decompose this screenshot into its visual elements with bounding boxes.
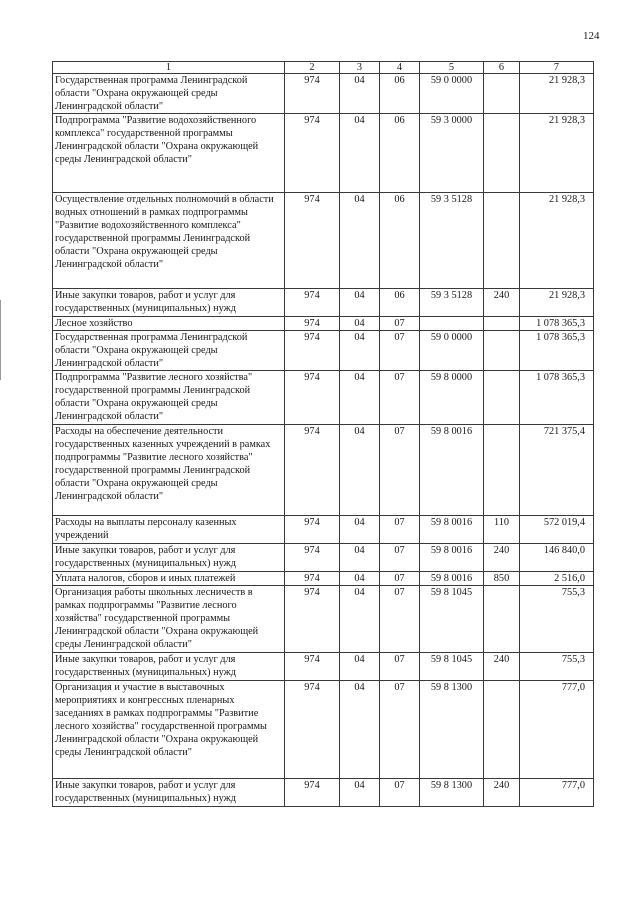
column-header-1: 1: [53, 62, 285, 74]
subsection-cell: 07: [380, 516, 420, 544]
amount-cell: 1 078 365,3: [520, 371, 594, 425]
amount-cell: 755,3: [520, 586, 594, 653]
column-header-2: 2: [285, 62, 340, 74]
section-cell: 04: [340, 425, 380, 516]
row-name-cell: Осуществление отдельных полномочий в области водных отношений в рамках подпрограммы "Развитие водохозяйственного комплекса" государственной программы Ленинградской области "Охрана окружающей среды Ленинградской области": [53, 193, 285, 289]
row-name-cell: Расходы на обеспечение деятельности государственных казенных учреждений в рамках подпрограммы "Развитие лесного хозяйства" государственной программы Ленинградской области "Охрана окружающей среды Ленинградской области": [53, 425, 285, 516]
target-article-cell: 59 3 5128: [420, 289, 484, 317]
table-row: [53, 779, 594, 807]
row-name-cell: Организация и участие в выставочных мероприятиях и конгрессных пленарных заседаниях в рамках подпрограммы "Развитие лесного хозяйства" государственной программы Ленинградской области "Охрана окружающей среды Ленинградской области": [53, 681, 285, 779]
subsection-cell: 06: [380, 114, 420, 193]
expense-type-cell: [484, 371, 520, 425]
section-cell: 04: [340, 114, 380, 193]
table-row: [53, 681, 594, 779]
section-cell: 04: [340, 681, 380, 779]
admin-code-cell: 974: [285, 425, 340, 516]
expense-type-cell: [484, 114, 520, 193]
expense-type-cell: [484, 681, 520, 779]
target-article-cell: 59 0 0000: [420, 74, 484, 114]
row-name-cell: Расходы на выплаты персоналу казенных учреждений: [53, 516, 285, 544]
expense-type-cell: 850: [484, 572, 520, 586]
amount-cell: 755,3: [520, 653, 594, 681]
subsection-cell: 07: [380, 572, 420, 586]
subsection-cell: 07: [380, 317, 420, 331]
target-article-cell: 59 8 0000: [420, 371, 484, 425]
budget-table: [52, 61, 594, 807]
admin-code-cell: 974: [285, 653, 340, 681]
table-body: [53, 74, 594, 807]
row-name-cell: Государственная программа Ленинградской области "Охрана окружающей среды Ленинградской области": [53, 331, 285, 371]
section-cell: 04: [340, 653, 380, 681]
amount-cell: 21 928,3: [520, 289, 594, 317]
amount-cell: 721 375,4: [520, 425, 594, 516]
target-article-cell: [420, 317, 484, 331]
table-row: [53, 544, 594, 572]
scan-edge-line: [0, 300, 1, 380]
subsection-cell: 06: [380, 74, 420, 114]
section-cell: 04: [340, 371, 380, 425]
row-name-cell: Иные закупки товаров, работ и услуг для государственных (муниципальных) нужд: [53, 289, 285, 317]
expense-type-cell: 240: [484, 653, 520, 681]
row-name-cell: Иные закупки товаров, работ и услуг для государственных (муниципальных) нужд: [53, 544, 285, 572]
amount-cell: 146 840,0: [520, 544, 594, 572]
admin-code-cell: 974: [285, 586, 340, 653]
subsection-cell: 06: [380, 289, 420, 317]
amount-cell: 572 019,4: [520, 516, 594, 544]
expense-type-cell: 240: [484, 779, 520, 807]
target-article-cell: 59 0 0000: [420, 331, 484, 371]
subsection-cell: 07: [380, 586, 420, 653]
subsection-cell: 06: [380, 193, 420, 289]
admin-code-cell: 974: [285, 289, 340, 317]
expense-type-cell: [484, 425, 520, 516]
table-row: [53, 289, 594, 317]
table-row: [53, 317, 594, 331]
expense-type-cell: [484, 74, 520, 114]
row-name-cell: Иные закупки товаров, работ и услуг для государственных (муниципальных) нужд: [53, 653, 285, 681]
admin-code-cell: 974: [285, 544, 340, 572]
admin-code-cell: 974: [285, 371, 340, 425]
table-row: [53, 114, 594, 193]
admin-code-cell: 974: [285, 572, 340, 586]
admin-code-cell: 974: [285, 516, 340, 544]
column-header-6: 6: [484, 62, 520, 74]
amount-cell: 1 078 365,3: [520, 331, 594, 371]
table-row: [53, 193, 594, 289]
section-cell: 04: [340, 331, 380, 371]
section-cell: 04: [340, 586, 380, 653]
subsection-cell: 07: [380, 681, 420, 779]
expense-type-cell: [484, 193, 520, 289]
table-row: [53, 74, 594, 114]
column-header-7: 7: [520, 62, 594, 74]
target-article-cell: 59 8 0016: [420, 544, 484, 572]
expense-type-cell: 240: [484, 289, 520, 317]
amount-cell: 21 928,3: [520, 114, 594, 193]
table-row: [53, 516, 594, 544]
target-article-cell: 59 8 1300: [420, 681, 484, 779]
subsection-cell: 07: [380, 779, 420, 807]
subsection-cell: 07: [380, 425, 420, 516]
section-cell: 04: [340, 74, 380, 114]
section-cell: 04: [340, 544, 380, 572]
target-article-cell: 59 8 1045: [420, 586, 484, 653]
amount-cell: 21 928,3: [520, 74, 594, 114]
target-article-cell: 59 8 1300: [420, 779, 484, 807]
subsection-cell: 07: [380, 544, 420, 572]
amount-cell: 777,0: [520, 681, 594, 779]
section-cell: 04: [340, 779, 380, 807]
row-name-cell: Подпрограмма "Развитие водохозяйственного комплекса" государственной программы Ленинградской области "Охрана окружающей среды Ленинградской области": [53, 114, 285, 193]
admin-code-cell: 974: [285, 74, 340, 114]
expense-type-cell: 110: [484, 516, 520, 544]
amount-cell: 21 928,3: [520, 193, 594, 289]
amount-cell: 1 078 365,3: [520, 317, 594, 331]
target-article-cell: 59 8 0016: [420, 572, 484, 586]
amount-cell: 2 516,0: [520, 572, 594, 586]
subsection-cell: 07: [380, 653, 420, 681]
section-cell: 04: [340, 516, 380, 544]
table-row: [53, 371, 594, 425]
expense-type-cell: [484, 317, 520, 331]
row-name-cell: Лесное хозяйство: [53, 317, 285, 331]
row-name-cell: Иные закупки товаров, работ и услуг для государственных (муниципальных) нужд: [53, 779, 285, 807]
expense-type-cell: [484, 586, 520, 653]
table-row: [53, 653, 594, 681]
header-row: [53, 62, 594, 74]
section-cell: 04: [340, 317, 380, 331]
expense-type-cell: [484, 331, 520, 371]
row-name-cell: Уплата налогов, сборов и иных платежей: [53, 572, 285, 586]
subsection-cell: 07: [380, 371, 420, 425]
admin-code-cell: 974: [285, 331, 340, 371]
row-name-cell: Организация работы школьных лесничеств в рамках подпрограммы "Развитие лесного хозяйства" государственной программы Ленинградской области "Охрана окружающей среды Ленинградской области": [53, 586, 285, 653]
amount-cell: 777,0: [520, 779, 594, 807]
target-article-cell: 59 8 0016: [420, 425, 484, 516]
admin-code-cell: 974: [285, 681, 340, 779]
admin-code-cell: 974: [285, 779, 340, 807]
admin-code-cell: 974: [285, 317, 340, 331]
column-header-5: 5: [420, 62, 484, 74]
table-row: [53, 586, 594, 653]
section-cell: 04: [340, 193, 380, 289]
table-row: [53, 331, 594, 371]
row-name-cell: Подпрограмма "Развитие лесного хозяйства" государственной программы Ленинградской области "Охрана окружающей среды Ленинградской области": [53, 371, 285, 425]
target-article-cell: 59 3 0000: [420, 114, 484, 193]
admin-code-cell: 974: [285, 193, 340, 289]
column-header-4: 4: [380, 62, 420, 74]
table-row: [53, 425, 594, 516]
row-name-cell: Государственная программа Ленинградской области "Охрана окружающей среды Ленинградской области": [53, 74, 285, 114]
table-row: [53, 572, 594, 586]
page-number: 124: [583, 30, 600, 42]
section-cell: 04: [340, 572, 380, 586]
section-cell: 04: [340, 289, 380, 317]
target-article-cell: 59 3 5128: [420, 193, 484, 289]
admin-code-cell: 974: [285, 114, 340, 193]
subsection-cell: 07: [380, 331, 420, 371]
expense-type-cell: 240: [484, 544, 520, 572]
target-article-cell: 59 8 1045: [420, 653, 484, 681]
target-article-cell: 59 8 0016: [420, 516, 484, 544]
column-header-3: 3: [340, 62, 380, 74]
